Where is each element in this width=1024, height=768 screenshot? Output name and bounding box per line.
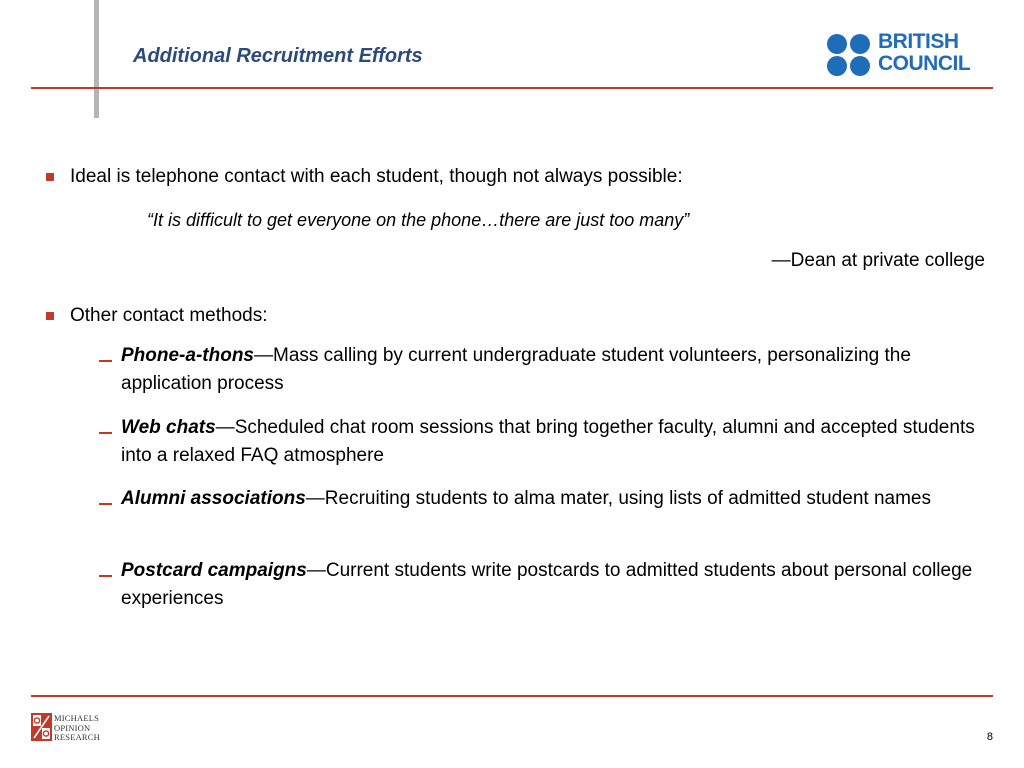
header-divider [31,87,993,89]
page-number: 8 [986,731,993,743]
logo-line-2: COUNCIL [878,52,971,75]
bullet-square-icon [46,173,54,181]
quote-attribution: —Dean at private college [771,250,985,271]
british-council-logo [826,31,976,79]
method-item [121,414,981,470]
slide-title: Additional Recruitment Efforts [133,45,423,67]
mor-line-3: RESEARCH [54,732,100,742]
bullet-square-icon [46,312,54,320]
method-description: —Current students write postcards to admitted students about personal college experiences [121,560,973,609]
method-item [121,342,981,398]
mor-line-1: MICHAELS [54,713,100,723]
bullet-other-methods: Other contact methods: [70,305,268,326]
method-term: Alumni associations [121,488,306,509]
dash-bullet-icon [99,432,112,434]
logo-line-1: BRITISH [878,30,959,53]
mor-wordmark [54,714,100,743]
method-item [121,557,981,613]
logo-wordmark [878,31,970,75]
dean-quote: “It is difficult to get everyone on the phone…there are just too many” [147,210,690,230]
header-vertical-bar [94,0,99,118]
method-term: Web chats [121,417,216,438]
method-term: Phone-a-thons [121,345,254,366]
dash-bullet-icon [99,360,112,362]
method-description: —Mass calling by current undergraduate student volunteers, personalizing the application process [121,345,911,394]
mor-line-2: OPINION [54,722,91,733]
method-description: —Recruiting students to alma mater, using lists of admitted student names [305,488,931,509]
footer-divider [31,695,993,697]
michaels-opinion-research-logo [31,713,111,743]
method-term: Postcard campaigns [121,560,307,581]
method-description: —Scheduled chat room sessions that bring together faculty, alumni and accepted students into a relaxed FAQ atmosphere [121,417,975,466]
logo-dots-icon [826,33,872,77]
dash-bullet-icon [99,503,112,505]
bullet-ideal-contact: Ideal is telephone contact with each student, though not always possible: [70,166,683,187]
method-item [121,485,981,513]
percent-logo-icon [31,713,52,741]
dash-bullet-icon [99,575,112,577]
